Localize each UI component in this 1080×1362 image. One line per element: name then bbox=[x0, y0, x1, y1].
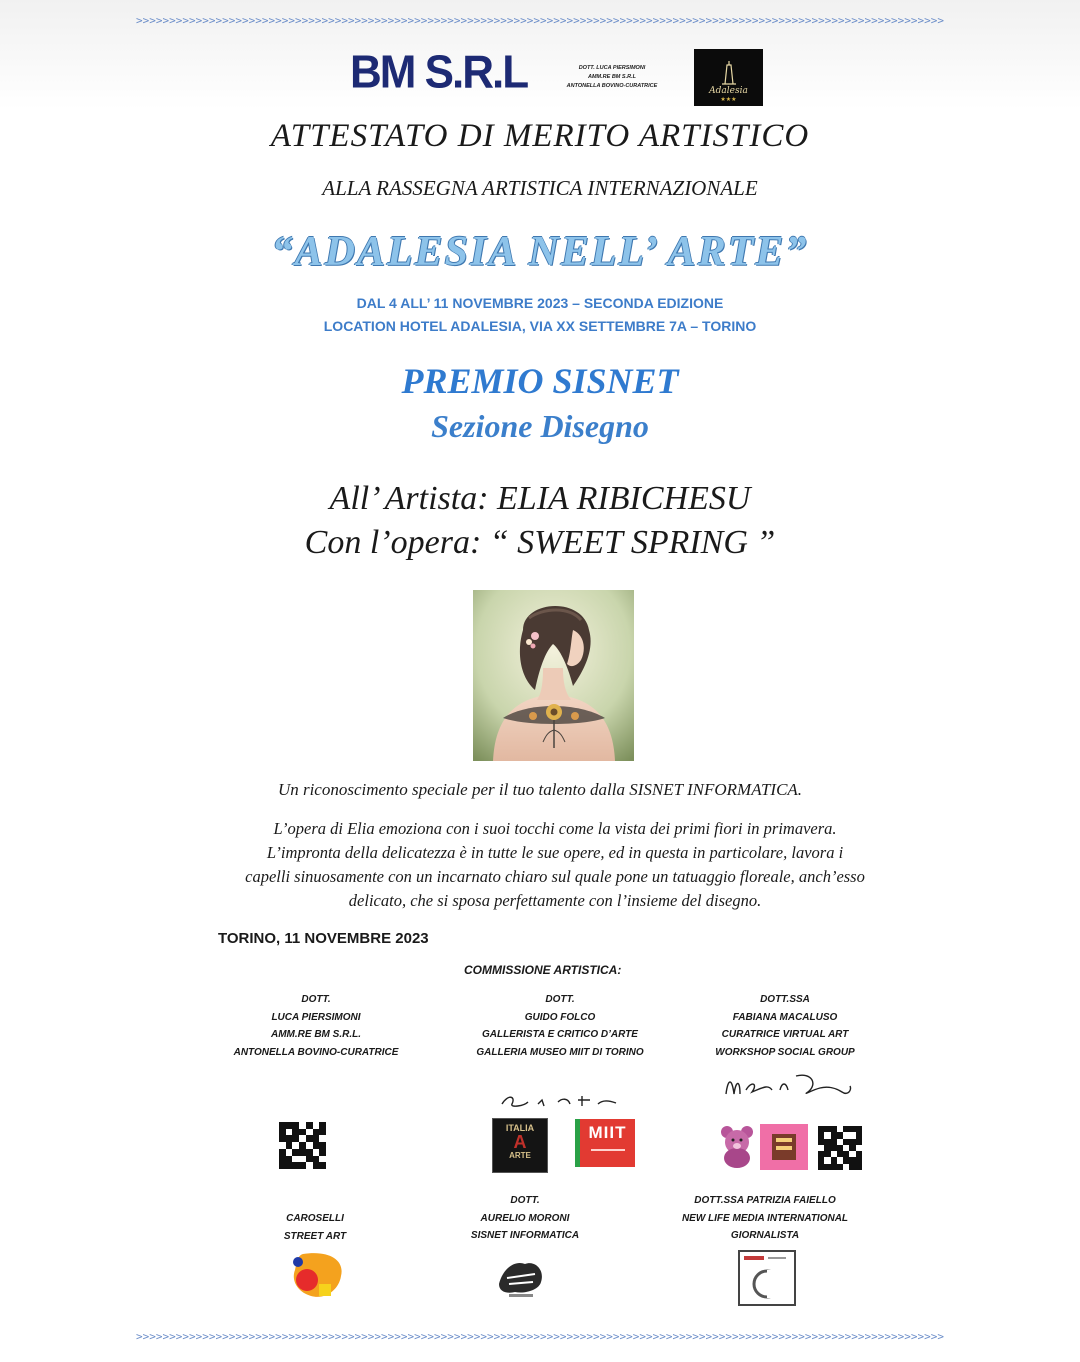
signatory-caroselli bbox=[250, 1210, 380, 1245]
signatory-line: CAROSELLI bbox=[286, 1213, 344, 1224]
signatory-line: DOTT. bbox=[510, 1195, 540, 1206]
miit-logo-text: MIIT bbox=[588, 1123, 627, 1142]
artwork-illustration bbox=[473, 590, 634, 761]
signatory-line: DOTT. bbox=[545, 994, 575, 1005]
hotel-adalesia-logo bbox=[694, 49, 763, 106]
motivation-line-4: delicato, che si sposa perfettamente con l’insieme del disegno. bbox=[348, 891, 762, 910]
miit-logo-rule bbox=[591, 1149, 625, 1151]
bm-srl-logo: BM S.R.L bbox=[350, 46, 528, 99]
signatory-line: DOTT. bbox=[301, 994, 331, 1005]
bm-sub-line-2: AMM.RE BM S.R.L bbox=[588, 74, 636, 80]
motivation-line-1: L’opera di Elia emoziona con i suoi tocchi come la vista dei primi fiori in primavera. bbox=[273, 819, 837, 838]
bm-sub-line-1: DOTT. LUCA PIERSIMONI bbox=[578, 65, 646, 71]
signatory-faiello bbox=[660, 1192, 870, 1245]
commission-label: COMMISSIONE ARTISTICA: bbox=[464, 963, 622, 977]
certificate-subtitle: ALLA RASSEGNA ARTISTICA INTERNAZIONALE bbox=[322, 176, 758, 200]
signatory-line: AMM.RE BM S.R.L. bbox=[271, 1029, 361, 1040]
certificate-title: ATTESTATO DI MERITO ARTISTICO bbox=[270, 118, 810, 154]
signatory-moroni bbox=[440, 1192, 610, 1245]
macaluso-signature bbox=[722, 1070, 857, 1102]
signatory-line: GALLERISTA E CRITICO D’ARTE bbox=[482, 1029, 638, 1040]
signatory-line: GUIDO FOLCO bbox=[524, 1011, 596, 1023]
new-life-media-logo-graphic bbox=[740, 1252, 794, 1304]
signatory-line: SISNET INFORMATICA bbox=[470, 1230, 580, 1241]
signatory-line: LUCA PIERSIMONI bbox=[271, 1011, 361, 1023]
event-dates: DAL 4 ALL’ 11 NOVEMBRE 2023 – SECONDA EDIZIONE bbox=[356, 295, 724, 311]
prize-section: Sezione Disegno bbox=[431, 408, 649, 444]
teddy-bear-icon bbox=[717, 1124, 757, 1168]
qr-code-left bbox=[279, 1122, 326, 1169]
tower-icon bbox=[709, 60, 749, 86]
signatory-line: AURELIO MORONI bbox=[480, 1212, 570, 1224]
italia-arte-logo-letter: A bbox=[513, 1132, 527, 1152]
miit-logo bbox=[575, 1119, 635, 1167]
italia-arte-logo-line-3: ARTE bbox=[509, 1151, 531, 1160]
city-date: TORINO, 11 NOVEMBRE 2023 bbox=[218, 930, 429, 947]
new-life-media-logo bbox=[738, 1250, 796, 1306]
italia-arte-logo bbox=[492, 1118, 548, 1173]
sisnet-logo bbox=[495, 1254, 547, 1300]
signatory-line: WORKSHOP SOCIAL GROUP bbox=[715, 1046, 855, 1058]
motivation-line-3: capelli sinuosamente con un incarnato chiaro sul quale pone un tatuaggio floreale, anch’esso bbox=[245, 867, 865, 886]
artist-line: All’ Artista: ELIA RIBICHESU bbox=[329, 480, 751, 517]
top-arrow-border: >>>>>>>>>>>>>>>>>>>>>>>>>>>>>>>>>>>>>>>>>>>>>>>>>>>>>>>>>>>>>>>>>>>>>>>>>>>>>>>>>>>>>>>>>>>>>>>>>>>>>>>>>>>>>>>>>>>>>>>>>> bbox=[136, 14, 944, 27]
signatory-line: GIORNALISTA bbox=[730, 1230, 800, 1241]
signatory-line: DOTT.SSA PATRIZIA FAIELLO bbox=[694, 1195, 836, 1206]
recognition-lead: Un riconoscimento speciale per il tuo talento dalla SISNET INFORMATICA. bbox=[277, 780, 803, 799]
prize-name: PREMIO SISNET bbox=[401, 361, 679, 401]
hotel-logo-stars: ★★★ bbox=[720, 97, 737, 103]
pink-media-logo bbox=[760, 1124, 808, 1170]
signatory-line: CURATRICE VIRTUAL ART bbox=[721, 1029, 849, 1040]
event-location: LOCATION HOTEL ADALESIA, VIA XX SETTEMBRE 7A – TORINO bbox=[323, 318, 757, 334]
signatory-line: FABIANA MACALUSO bbox=[732, 1011, 838, 1023]
artwork-image bbox=[473, 590, 634, 761]
bm-sub-line-3: ANTONELLA BOVINO-CURATRICE bbox=[566, 83, 658, 89]
signatory-folco bbox=[450, 991, 670, 1061]
qr-code-right bbox=[818, 1126, 862, 1170]
hotel-logo-text: Adalesia bbox=[709, 86, 748, 96]
italia-arte-logo-line-1: ITALIA bbox=[505, 1123, 535, 1133]
signatory-piersimoni bbox=[206, 991, 426, 1061]
signatory-line: NEW LIFE MEDIA INTERNATIONAL bbox=[681, 1212, 849, 1224]
bm-srl-logo-subtext bbox=[548, 64, 676, 91]
motivation-paragraph bbox=[190, 817, 920, 913]
signatory-line: STREET ART bbox=[283, 1230, 347, 1242]
pink-media-logo-graphic bbox=[760, 1124, 808, 1170]
signatory-macaluso bbox=[680, 991, 890, 1061]
folco-signature bbox=[498, 1090, 628, 1112]
signatory-line: ANTONELLA BOVINO-CURATRICE bbox=[233, 1046, 399, 1058]
caroselli-logo bbox=[289, 1250, 347, 1302]
signatory-line: DOTT.SSA bbox=[760, 994, 810, 1005]
event-name: “ADALESIA NELL’ ARTE” bbox=[271, 229, 809, 275]
motivation-line-2: L’impronta della delicatezza è in tutte le sue opere, ed in questa in particolare, lavora i bbox=[266, 843, 844, 862]
work-title-line: Con l’opera: “ SWEET SPRING ” bbox=[304, 524, 776, 561]
bottom-arrow-border: >>>>>>>>>>>>>>>>>>>>>>>>>>>>>>>>>>>>>>>>>>>>>>>>>>>>>>>>>>>>>>>>>>>>>>>>>>>>>>>>>>>>>>>>>>>>>>>>>>>>>>>>>>>>>>>>>>>>>>>>>> bbox=[136, 1330, 944, 1343]
signatory-line: GALLERIA MUSEO MIIT DI TORINO bbox=[476, 1046, 644, 1058]
